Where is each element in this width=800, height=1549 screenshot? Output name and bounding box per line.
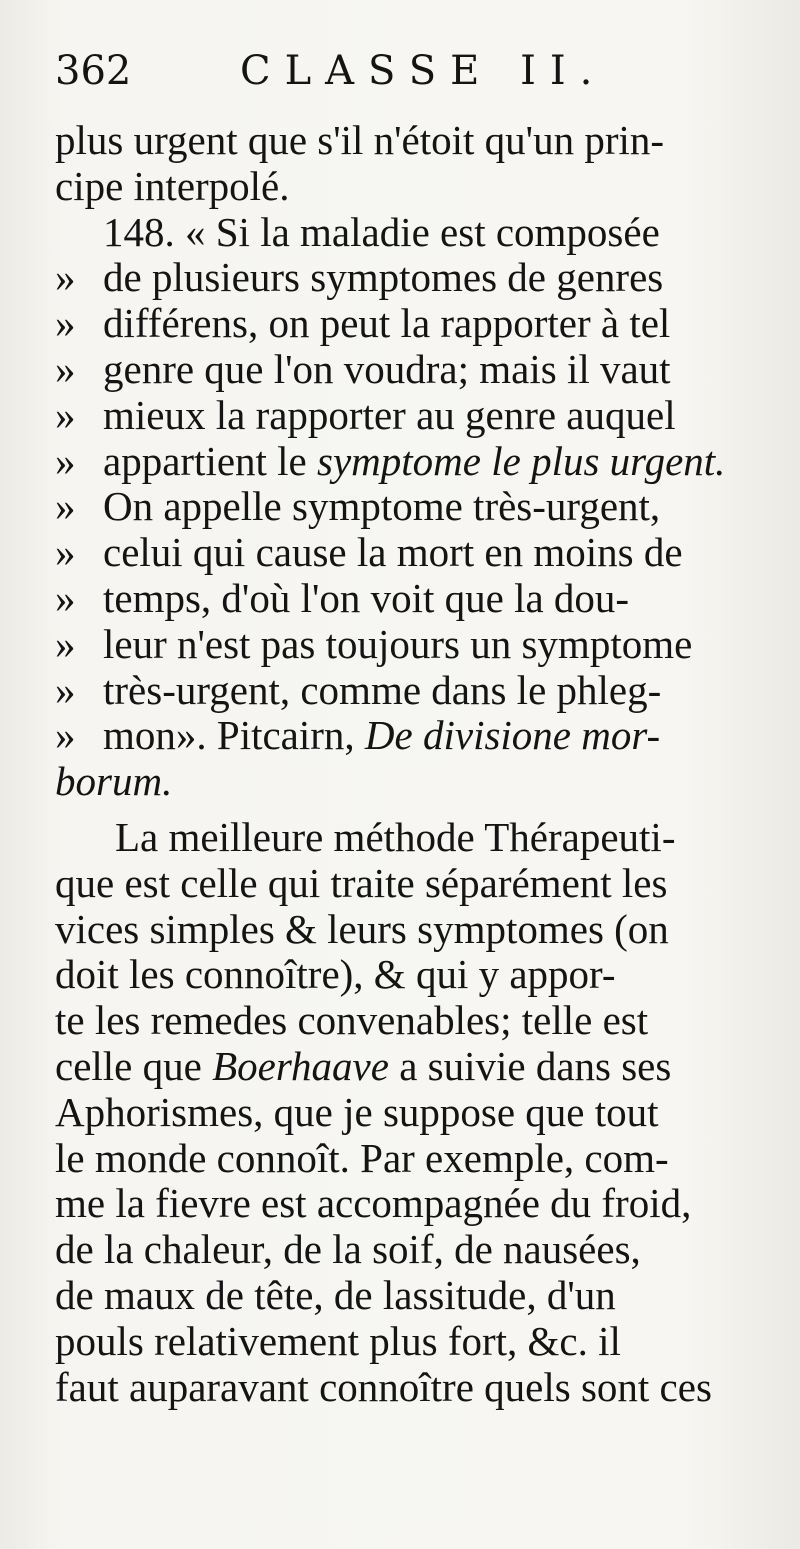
guillemet-mark: » [55, 666, 76, 713]
text-line: vices simples & leurs symptomes (on [55, 905, 669, 952]
guillemet-mark: » [55, 391, 76, 438]
quoted-line [55, 484, 755, 530]
italic-emphasis: symptome le plus urgent. [317, 437, 726, 484]
quoted-line-text: genre que l'on voudra; mais il vaut [103, 345, 671, 392]
quoted-line [55, 668, 755, 714]
author-name: Boerhaave [212, 1042, 389, 1089]
text-line: me la fievre est accompagnée du froid, [55, 1180, 692, 1227]
quoted-line [55, 393, 755, 439]
guillemet-mark: » [55, 712, 76, 759]
quoted-line-text: de plusieurs symptomes de genres [103, 254, 664, 301]
text-span: celle que [55, 1042, 213, 1089]
quoted-line-text: On appelle symptome très-urgent, [103, 483, 661, 530]
guillemet-mark: » [55, 483, 76, 530]
quoted-line-text: mon». Pitcairn, [103, 712, 365, 759]
guillemet-mark: » [55, 574, 76, 621]
text-span: a suivie dans ses [388, 1042, 672, 1089]
text-line: de la chaleur, de la soif, de nausées, [55, 1226, 641, 1273]
quoted-line [55, 530, 755, 576]
paragraph-first-line: La meilleure méthode Thérapeuti- [115, 813, 676, 860]
quoted-line [55, 255, 755, 301]
quoted-line [55, 301, 755, 347]
text-line [55, 759, 755, 805]
guillemet-mark: » [55, 345, 76, 392]
quoted-line [55, 713, 755, 759]
text-line: pouls relativement plus fort, &c. il [55, 1317, 621, 1364]
page-number: 362 [55, 48, 132, 94]
text-line: faut auparavant connoître quels sont ces [55, 1363, 712, 1410]
quoted-line [55, 439, 755, 485]
text-line: le monde connoît. Par exemple, com- [55, 1134, 669, 1181]
guillemet-mark: » [55, 437, 76, 484]
guillemet-mark: » [55, 529, 76, 576]
text-line: de maux de tête, de lassitude, d'un [55, 1271, 616, 1318]
quoted-line-text: leur n'est pas toujours un symptome [103, 620, 693, 667]
quoted-line-text: celui qui cause la mort en moins de [103, 529, 683, 576]
quoted-line [55, 347, 755, 393]
quote-first-line: 148. « Si la maladie est composée [103, 208, 660, 255]
quoted-line [55, 576, 755, 622]
quoted-line-text: mieux la rapporter au genre auquel [103, 391, 676, 438]
page-body [55, 118, 755, 1410]
quoted-line-text: différens, on peut la rapporter à tel [103, 300, 671, 347]
citation-title-end: borum. [55, 758, 173, 805]
text-line: plus urgent que s'il n'étoit qu'un prin- [55, 117, 665, 163]
quoted-line-text: très-urgent, comme dans le phleg- [103, 666, 662, 713]
quoted-line-text: appartient le [103, 437, 318, 484]
text-line: Aphorismes, que je suppose que tout [55, 1088, 659, 1135]
page-header [55, 48, 755, 108]
text-line: cipe interpolé. [55, 162, 290, 209]
text-line: que est celle qui traite séparément les [55, 859, 668, 906]
guillemet-mark: » [55, 620, 76, 667]
guillemet-mark: » [55, 300, 76, 347]
text-line: doit les connoître), & qui y appor- [55, 951, 616, 998]
running-title: CLASSE II. [240, 48, 607, 94]
citation-title: De divisione mor- [364, 712, 661, 759]
quoted-line [55, 622, 755, 668]
text-line: te les remedes convenables; telle est [55, 997, 649, 1044]
text-line [55, 1044, 755, 1090]
quoted-line-text: temps, d'où l'on voit que la dou- [103, 574, 630, 621]
guillemet-mark: » [55, 254, 76, 301]
